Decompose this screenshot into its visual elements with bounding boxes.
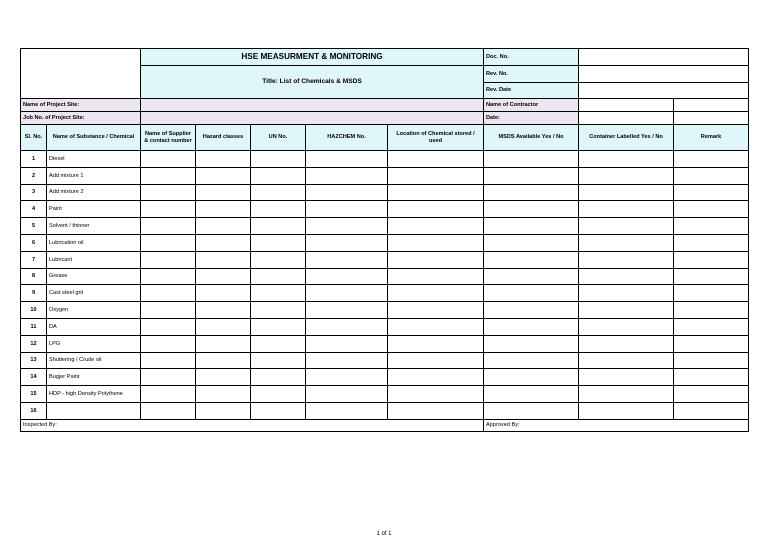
hazard-cell[interactable] [196,268,251,285]
location-cell[interactable] [388,151,484,168]
supplier-cell[interactable] [141,386,196,403]
supplier-cell[interactable] [141,184,196,201]
labelled-cell[interactable] [579,318,674,335]
msds-cell[interactable] [484,318,579,335]
col-header-un-no: UN No. [251,125,306,151]
contractor-value-1[interactable] [579,99,674,112]
chemical-list-form [20,48,749,432]
remark-cell[interactable] [674,318,749,335]
rev-no-value[interactable] [579,66,749,83]
sl-no-cell: 13 [21,352,47,369]
supplier-cell[interactable] [141,218,196,235]
remark-cell[interactable] [674,352,749,369]
substance-cell: DA [47,318,141,335]
msds-cell[interactable] [484,167,579,184]
un-no-cell[interactable] [251,352,306,369]
sl-no-cell: 9 [21,285,47,302]
location-cell[interactable] [388,218,484,235]
msds-cell[interactable] [484,386,579,403]
substance-cell: Bugjer Paint [47,369,141,386]
form-subtitle: Title: List of Chemicals & MSDS [141,66,484,99]
supplier-cell[interactable] [141,318,196,335]
hazard-cell[interactable] [196,352,251,369]
location-cell[interactable] [388,184,484,201]
project-name-value[interactable] [141,99,484,112]
table-row [21,234,749,251]
supplier-cell[interactable] [141,369,196,386]
remark-cell[interactable] [674,251,749,268]
hazard-cell[interactable] [196,369,251,386]
labelled-cell[interactable] [579,335,674,352]
labelled-cell[interactable] [579,285,674,302]
table-row [21,151,749,168]
un-no-cell[interactable] [251,251,306,268]
supplier-cell[interactable] [141,251,196,268]
msds-cell[interactable] [484,285,579,302]
job-no-label: Job No. of Project Site: [21,112,141,125]
hazard-cell[interactable] [196,167,251,184]
supplier-cell[interactable] [141,335,196,352]
hazchem-cell[interactable] [306,285,388,302]
hazard-cell[interactable] [196,151,251,168]
msds-cell[interactable] [484,268,579,285]
remark-cell[interactable] [674,218,749,235]
table-row [21,402,749,419]
col-header-supplier: Name of Supplier & contact number [141,125,196,151]
location-cell[interactable] [388,268,484,285]
table-row [21,335,749,352]
labelled-cell[interactable] [579,402,674,419]
location-cell[interactable] [388,251,484,268]
remark-cell[interactable] [674,285,749,302]
un-no-cell[interactable] [251,386,306,403]
rev-no-label: Rev. No. [484,66,579,83]
table-row [21,251,749,268]
hazchem-cell[interactable] [306,201,388,218]
supplier-cell[interactable] [141,151,196,168]
date-value-1[interactable] [579,112,674,125]
table-row [21,302,749,319]
remark-cell[interactable] [674,151,749,168]
location-cell[interactable] [388,369,484,386]
un-no-cell[interactable] [251,318,306,335]
hazard-cell[interactable] [196,251,251,268]
remark-cell[interactable] [674,386,749,403]
contractor-label: Name of Contractor [484,99,579,112]
hazard-cell[interactable] [196,184,251,201]
substance-cell: Cast steel grit [47,285,141,302]
doc-no-label: Doc. No. [484,49,579,66]
table-row [21,167,749,184]
location-cell[interactable] [388,234,484,251]
msds-cell[interactable] [484,302,579,319]
sl-no-cell: 14 [21,369,47,386]
un-no-cell[interactable] [251,234,306,251]
msds-cell[interactable] [484,369,579,386]
column-header-row [21,125,749,151]
msds-cell[interactable] [484,402,579,419]
rev-date-label: Rev. Date [484,83,579,99]
un-no-cell[interactable] [251,167,306,184]
supplier-cell[interactable] [141,285,196,302]
remark-cell[interactable] [674,234,749,251]
hazchem-cell[interactable] [306,167,388,184]
location-cell[interactable] [388,201,484,218]
hazchem-cell[interactable] [306,251,388,268]
hazchem-cell[interactable] [306,335,388,352]
sl-no-cell: 6 [21,234,47,251]
col-header-substance: Name of Substance / Chemical [47,125,141,151]
labelled-cell[interactable] [579,386,674,403]
un-no-cell[interactable] [251,201,306,218]
sl-no-cell: 4 [21,201,47,218]
col-header-msds: MSDS Available Yes / No [484,125,579,151]
contractor-value-2[interactable] [674,99,749,112]
rev-date-value[interactable] [579,83,749,99]
msds-cell[interactable] [484,218,579,235]
logo-area [21,49,141,99]
un-no-cell[interactable] [251,268,306,285]
labelled-cell[interactable] [579,352,674,369]
location-cell[interactable] [388,402,484,419]
labelled-cell[interactable] [579,184,674,201]
substance-cell: Solvent / thinner [47,218,141,235]
remark-cell[interactable] [674,335,749,352]
substance-cell: HDP - high Density Polythene [47,386,141,403]
table-row [21,184,749,201]
un-no-cell[interactable] [251,369,306,386]
table-row [21,268,749,285]
hazchem-cell[interactable] [306,184,388,201]
un-no-cell[interactable] [251,335,306,352]
remark-cell[interactable] [674,402,749,419]
hazchem-cell[interactable] [306,302,388,319]
col-header-hazchem: HAZCHEM No. [306,125,388,151]
project-name-label: Name of Project Site: [21,99,141,112]
col-header-hazard: Hazard classes [196,125,251,151]
substance-cell: Diesel [47,151,141,168]
remark-cell[interactable] [674,184,749,201]
substance-cell: Add mixture 2 [47,184,141,201]
labelled-cell[interactable] [579,302,674,319]
hazard-cell[interactable] [196,234,251,251]
sl-no-cell: 11 [21,318,47,335]
hazard-cell[interactable] [196,318,251,335]
labelled-cell[interactable] [579,268,674,285]
hazard-cell[interactable] [196,285,251,302]
doc-no-value[interactable] [579,49,749,66]
col-header-location: Location of Chemical stored / used [388,125,484,151]
remark-cell[interactable] [674,369,749,386]
inspected-by[interactable]: Inspected By: [21,419,484,431]
hazard-cell[interactable] [196,402,251,419]
labelled-cell[interactable] [579,201,674,218]
substance-cell: Paint [47,201,141,218]
hazchem-cell[interactable] [306,352,388,369]
remark-cell[interactable] [674,201,749,218]
job-no-value[interactable] [141,112,484,125]
hazard-cell[interactable] [196,201,251,218]
col-header-remark: Remark [674,125,749,151]
remark-cell[interactable] [674,167,749,184]
supplier-cell[interactable] [141,201,196,218]
table-row [21,285,749,302]
page-number: 1 of 1 [376,531,392,537]
hazchem-cell[interactable] [306,386,388,403]
approved-by[interactable]: Approved By: [484,419,749,431]
hazard-cell[interactable] [196,335,251,352]
sl-no-cell: 1 [21,151,47,168]
table-row [21,318,749,335]
hazard-cell[interactable] [196,386,251,403]
table-row [21,386,749,403]
un-no-cell[interactable] [251,302,306,319]
substance-cell: LPG [47,335,141,352]
supplier-cell[interactable] [141,402,196,419]
substance-cell: Grease [47,268,141,285]
hazchem-cell[interactable] [306,402,388,419]
substance-cell: Lubricant [47,251,141,268]
substance-cell: Add mixture 1 [47,167,141,184]
un-no-cell[interactable] [251,184,306,201]
sl-no-cell: 8 [21,268,47,285]
substance-cell [47,402,141,419]
supplier-cell[interactable] [141,234,196,251]
sl-no-cell: 12 [21,335,47,352]
un-no-cell[interactable] [251,285,306,302]
msds-cell[interactable] [484,234,579,251]
labelled-cell[interactable] [579,234,674,251]
labelled-cell[interactable] [579,167,674,184]
labelled-cell[interactable] [579,251,674,268]
sl-no-cell: 7 [21,251,47,268]
table-row [21,218,749,235]
msds-cell[interactable] [484,251,579,268]
location-cell[interactable] [388,285,484,302]
table-row [21,201,749,218]
location-cell[interactable] [388,167,484,184]
hazard-cell[interactable] [196,218,251,235]
sl-no-cell: 3 [21,184,47,201]
un-no-cell[interactable] [251,218,306,235]
supplier-cell[interactable] [141,268,196,285]
supplier-cell[interactable] [141,352,196,369]
sl-no-cell: 2 [21,167,47,184]
substance-cell: Lubrication oil [47,234,141,251]
hazchem-cell[interactable] [306,151,388,168]
un-no-cell[interactable] [251,151,306,168]
labelled-cell[interactable] [579,218,674,235]
un-no-cell[interactable] [251,402,306,419]
col-header-labelled: Container Labelled Yes / No [579,125,674,151]
location-cell[interactable] [388,352,484,369]
date-value-2[interactable] [674,112,749,125]
sl-no-cell: 5 [21,218,47,235]
hazchem-cell[interactable] [306,234,388,251]
sl-no-cell: 10 [21,302,47,319]
msds-cell[interactable] [484,151,579,168]
supplier-cell[interactable] [141,167,196,184]
form-title: HSE MEASURMENT & MONITORING [141,49,484,66]
table-row [21,369,749,386]
location-cell[interactable] [388,302,484,319]
col-header-sl-no: Sl. No. [21,125,47,151]
table-row [21,352,749,369]
sl-no-cell: 16 [21,402,47,419]
hazchem-cell[interactable] [306,318,388,335]
location-cell[interactable] [388,386,484,403]
hazchem-cell[interactable] [306,369,388,386]
hazchem-cell[interactable] [306,218,388,235]
sl-no-cell: 15 [21,386,47,403]
msds-cell[interactable] [484,201,579,218]
msds-cell[interactable] [484,335,579,352]
hazard-cell[interactable] [196,302,251,319]
msds-cell[interactable] [484,352,579,369]
remark-cell[interactable] [674,268,749,285]
location-cell[interactable] [388,318,484,335]
supplier-cell[interactable] [141,302,196,319]
msds-cell[interactable] [484,184,579,201]
hazchem-cell[interactable] [306,268,388,285]
date-label: Date: [484,112,579,125]
location-cell[interactable] [388,335,484,352]
substance-cell: Oxygen [47,302,141,319]
labelled-cell[interactable] [579,151,674,168]
labelled-cell[interactable] [579,369,674,386]
remark-cell[interactable] [674,302,749,319]
substance-cell: Shuttering / Crude oil [47,352,141,369]
